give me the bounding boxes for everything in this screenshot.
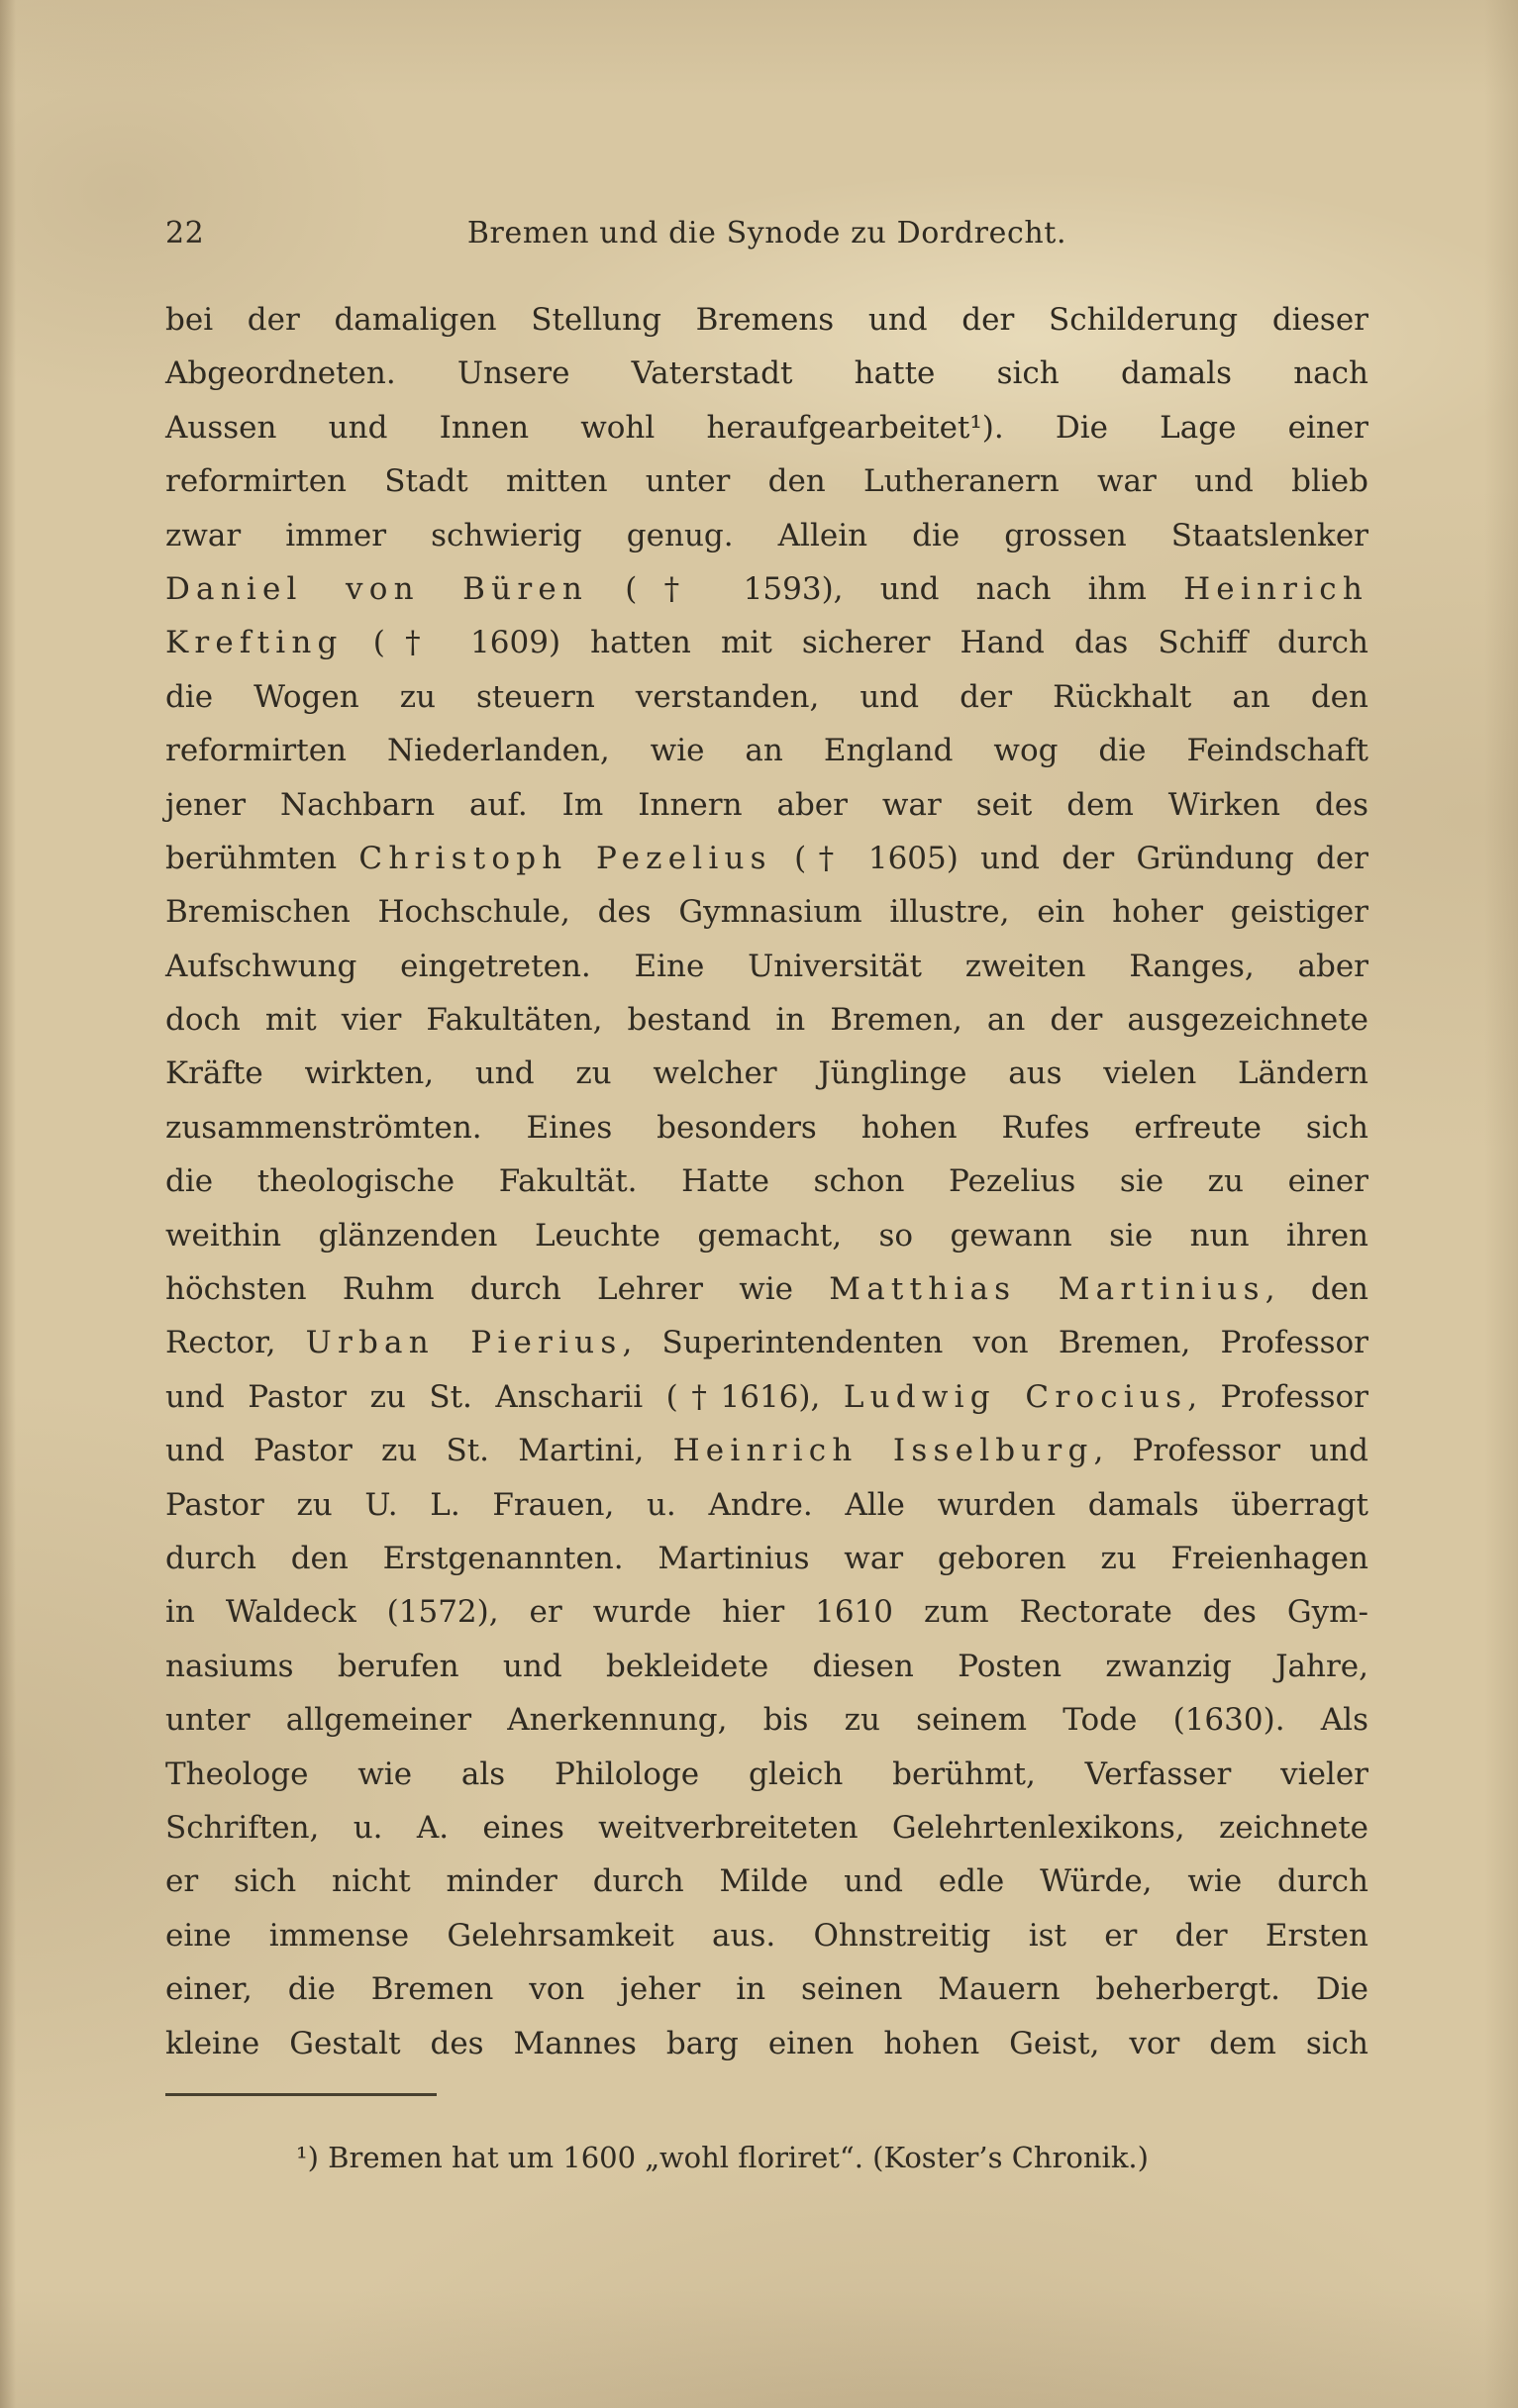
body-text — [165, 293, 1368, 2070]
text-segment: in Waldeck (1572), er wurde hier 1610 zum Rectorate des Gym- — [165, 1594, 1368, 1631]
text-segment: Schriften, u. A. eines weitverbreiteten Gelehrtenlexikons, zeichnete — [165, 1809, 1368, 1846]
page-header — [165, 216, 1368, 261]
text-line — [165, 1693, 1368, 1747]
text-segment: unter allgemeiner Anerkennung, bis zu seinem Tode (1630). Als — [165, 1702, 1368, 1739]
text-line — [165, 401, 1368, 454]
text-segment: († 1605) und der Gründung der — [771, 840, 1368, 876]
text-line — [165, 1101, 1368, 1154]
text-line — [165, 454, 1368, 508]
text-segment: zwar immer schwierig genug. Allein die grossen Staatslenker — [165, 517, 1368, 553]
text-line — [165, 832, 1368, 885]
text-line — [165, 1316, 1368, 1369]
emphasized-name: Ludwig Crocius — [843, 1378, 1188, 1415]
text-segment: Aufschwung eingetreten. Eine Universität zweiten Ranges, aber — [165, 948, 1368, 984]
text-line — [165, 1532, 1368, 1585]
text-line — [165, 616, 1368, 669]
text-segment: bei der damaligen Stellung Bremens und der Schilderung dieser — [165, 302, 1368, 338]
emphasized-name: Christoph Pezelius — [358, 840, 772, 876]
text-line — [165, 347, 1368, 400]
text-segment: berühmten — [165, 840, 359, 876]
text-segment: († 1609) hatten mit sicherer Hand das Schiff durch — [343, 625, 1368, 661]
text-line — [165, 293, 1368, 347]
text-segment: , Professor und — [1093, 1433, 1368, 1469]
text-segment: zusammenströmten. Eines besonders hohen Rufes erfreute sich — [165, 1109, 1368, 1146]
emphasized-name: Urban Pierius — [305, 1325, 623, 1361]
text-segment: nasiums berufen und bekleidete diesen Posten zwanzig Jahre, — [165, 1648, 1368, 1684]
text-line — [165, 940, 1368, 993]
text-line — [165, 1478, 1368, 1532]
text-line — [165, 1801, 1368, 1855]
text-segment: durch den Erstgenannten. Martinius war geboren zu Freienhagen — [165, 1540, 1368, 1576]
text-segment: und Pastor zu St. Martini, — [165, 1433, 673, 1469]
footnote-separator — [165, 2093, 437, 2096]
text-line — [165, 1262, 1368, 1316]
text-segment: Aussen und Innen wohl heraufgearbeitet¹). Die Lage einer — [165, 409, 1368, 446]
text-segment: doch mit vier Fakultäten, bestand in Bremen, an der ausgezeichnete — [165, 1002, 1368, 1039]
footnote — [165, 2135, 1368, 2180]
text-segment: Bremischen Hochschule, des Gymnasium illustre, ein hoher geistiger — [165, 894, 1368, 931]
text-segment: Pastor zu U. L. Frauen, u. Andre. Alle wurden damals überragt — [165, 1486, 1368, 1523]
text-segment: Kräfte wirkten, und zu welcher Jünglinge aus vielen Ländern — [165, 1055, 1368, 1092]
text-line — [165, 1855, 1368, 1908]
text-segment: Rector, — [165, 1325, 306, 1361]
text-segment: die theologische Fakultät. Hatte schon Pezelius sie zu einer — [165, 1163, 1368, 1200]
text-line — [165, 778, 1368, 832]
text-segment: und Pastor zu St. Anscharii (†1616), — [165, 1378, 844, 1415]
text-line — [165, 1209, 1368, 1262]
text-line — [165, 1640, 1368, 1693]
text-segment: einer, die Bremen von jeher in seinen Mauern beherbergt. Die — [165, 1971, 1368, 2008]
text-line — [165, 1962, 1368, 2016]
emphasized-name: Krefting — [165, 625, 344, 661]
text-line — [165, 2017, 1368, 2070]
text-line — [165, 562, 1368, 616]
emphasized-name: Heinrich — [1183, 570, 1368, 607]
text-line — [165, 724, 1368, 777]
text-line — [165, 1370, 1368, 1424]
text-line — [165, 1047, 1368, 1100]
text-segment: († 1593), und nach ihm — [588, 570, 1184, 607]
text-line — [165, 509, 1368, 562]
text-line — [165, 993, 1368, 1047]
page-number: 22 — [165, 216, 205, 251]
text-segment: Abgeordneten. Unsere Vaterstadt hatte sich damals nach — [165, 355, 1368, 392]
text-segment: Theologe wie als Philologe gleich berühmt, Verfasser vieler — [165, 1756, 1368, 1792]
text-line — [165, 1154, 1368, 1208]
text-segment: eine immense Gelehrsamkeit aus. Ohnstreitig ist er der Ersten — [165, 1917, 1368, 1954]
text-line — [165, 1909, 1368, 1962]
text-segment: höchsten Ruhm durch Lehrer wie — [165, 1271, 830, 1308]
text-line — [165, 670, 1368, 724]
text-line — [165, 885, 1368, 939]
text-segment: jener Nachbarn auf. Im Innern aber war seit dem Wirken des — [165, 786, 1368, 823]
text-segment: reformirten Stadt mitten unter den Lutheranern war und blieb — [165, 463, 1368, 500]
text-line — [165, 1424, 1368, 1477]
text-line — [165, 1585, 1368, 1639]
text-segment: weithin glänzenden Leuchte gemacht, so gewann sie nun ihren — [165, 1217, 1368, 1254]
emphasized-name: Matthias Martinius — [829, 1271, 1265, 1308]
emphasized-name: Heinrich Isselburg — [672, 1433, 1094, 1469]
text-segment: reformirten Niederlanden, wie an England wog die Feindschaft — [165, 733, 1368, 769]
emphasized-name: Daniel von Büren — [165, 570, 589, 607]
text-segment: er sich nicht minder durch Milde und edle Würde, wie durch — [165, 1863, 1368, 1900]
running-header: Bremen und die Synode zu Dordrecht. — [466, 216, 1067, 251]
text-segment: , den — [1265, 1271, 1368, 1308]
text-line — [165, 1748, 1368, 1801]
text-segment: kleine Gestalt des Mannes barg einen hohen Geist, vor dem sich — [165, 2025, 1368, 2061]
text-segment: , Superintendenten von Bremen, Professor — [622, 1325, 1369, 1361]
text-segment: die Wogen zu steuern verstanden, und der Rückhalt an den — [165, 678, 1368, 715]
footnote-text: ¹) Bremen hat um 1600 „wohl floriret“. (Koster’s Chronik.) — [296, 2141, 1149, 2174]
text-segment: , Professor — [1187, 1378, 1368, 1415]
